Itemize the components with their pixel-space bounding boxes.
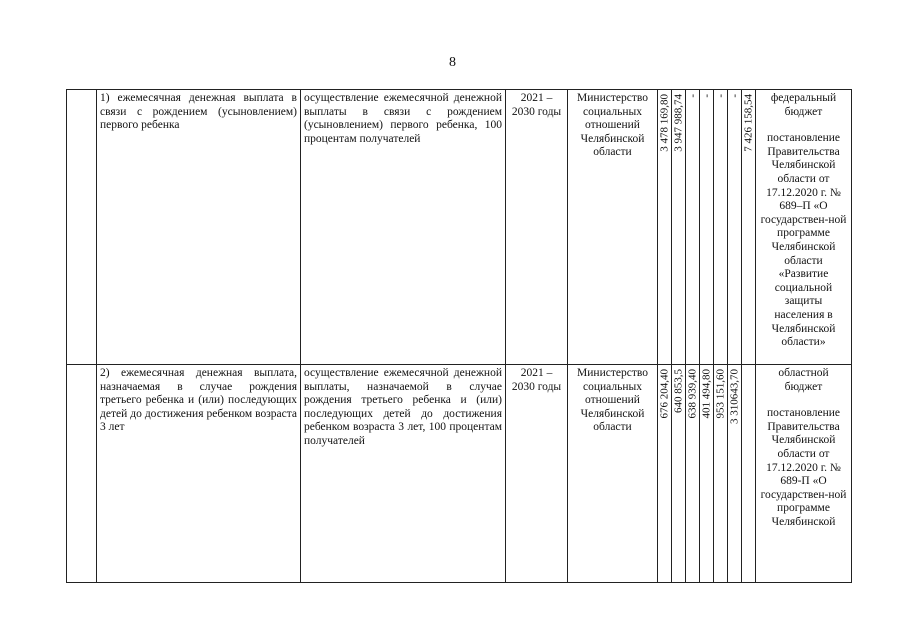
amount-total-cell [742, 90, 756, 365]
period-cell: 2021 – 2030 годы [506, 90, 568, 365]
legal-basis: постановление Правительства Челябинской области от 17.12.2020 г. № 689–П «О государствен-ной программе Челябинской области «Развитие социальной защиты населения в Челябинской области» [760, 132, 847, 349]
funding-cell [756, 365, 852, 583]
executor-cell: Министерство социальных отношений Челябинской области [568, 90, 658, 365]
amount-cell [686, 365, 700, 583]
amount-cell [714, 365, 728, 583]
legal-basis: постановление Правительства Челябинской области от 17.12.2020 г. № 689-П «О государствен-ной программе Челябинской [760, 407, 847, 528]
amount-value: 640 853,5 [672, 369, 684, 413]
amount-cell [658, 90, 672, 365]
amount-value: - [686, 94, 698, 98]
table-row [67, 365, 852, 583]
measure-description-cell: осуществление ежемесячной денежной выплаты в связи с рождением (усыновлением) первого ребенка, 100 процентам получателей [301, 90, 506, 365]
amount-value: - [700, 94, 712, 98]
amount-value: 953 151,60 [714, 369, 726, 419]
measure-name-cell: 1) ежемесячная денежная выплата в связи с рождением (усыновлением) первого ребенка [97, 90, 301, 365]
amount-total-value: 7 426 158,54 [742, 94, 754, 152]
funding-source: областной бюджет [778, 367, 829, 393]
funding-source: федеральный бюджет [770, 92, 837, 118]
period-cell: 2021 – 2030 годы [506, 365, 568, 583]
measure-description-cell: осуществление ежемесячной денежной выплаты, назначаемой в случае рождения третьего ребенка и (или) последующих детей до достижения ребенком возраста 3 лет, 100 процентам получателей [301, 365, 506, 583]
amount-cell [672, 365, 686, 583]
amount-value: 401 494,80 [700, 369, 712, 419]
amount-cell [672, 90, 686, 365]
amount-value: - [714, 94, 726, 98]
program-table [66, 89, 852, 583]
amount-total-cell [728, 365, 742, 583]
amount-value: - [728, 94, 740, 98]
page-number: 8 [449, 55, 456, 70]
amount-value: 3 947 988,74 [672, 94, 684, 152]
table-row [67, 90, 852, 365]
row-index-cell [67, 365, 97, 583]
row-index-cell [67, 90, 97, 365]
amount-value: 676 204,40 [658, 369, 670, 419]
amount-value: 638 939,40 [686, 369, 698, 419]
amount-cell [686, 90, 700, 365]
funding-cell [756, 90, 852, 365]
amount-cell [728, 90, 742, 365]
amount-cell [658, 365, 672, 583]
amount-cell [714, 90, 728, 365]
amount-value: 3 478 169,80 [658, 94, 670, 152]
amount-cell [742, 365, 756, 583]
amount-cell [700, 90, 714, 365]
amount-cell [700, 365, 714, 583]
executor-cell: Министерство социальных отношений Челябинской области [568, 365, 658, 583]
measure-name-cell: 2) ежемесячная денежная выплата, назначаемая в случае рождения третьего ребенка и (или) последующих детей до достижения ребенком возраста 3 лет [97, 365, 301, 583]
amount-total-value: 3 310643,70 [728, 369, 740, 424]
